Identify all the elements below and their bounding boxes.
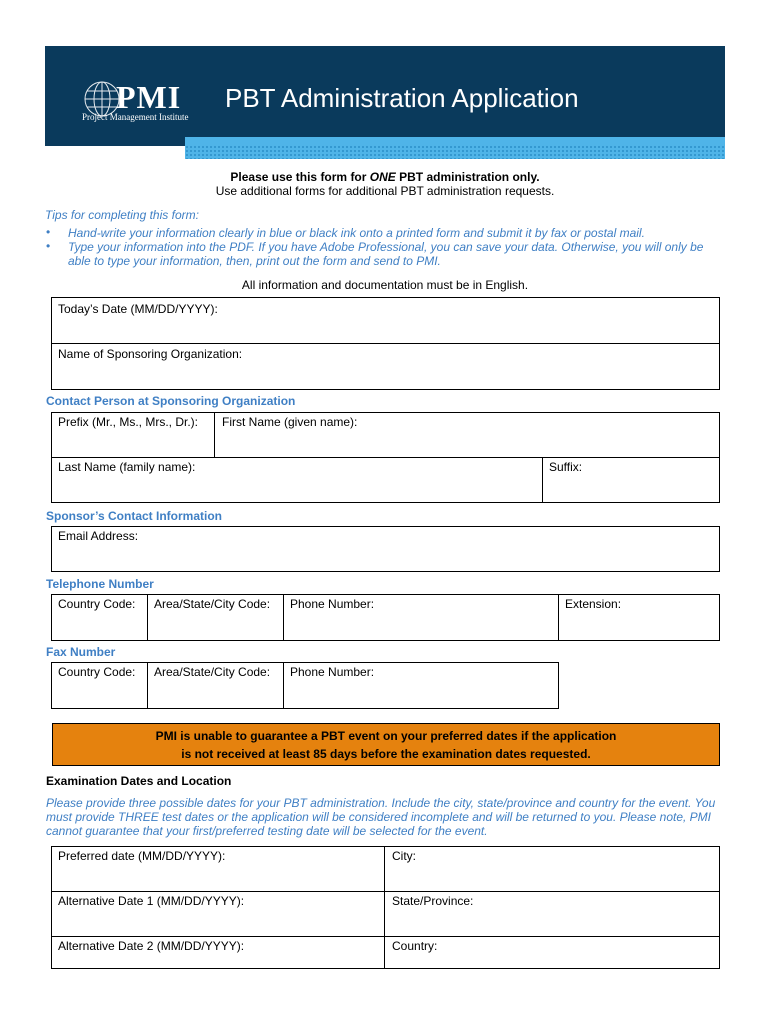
prefix-field[interactable]: Prefix (Mr., Ms., Mrs., Dr.):: [58, 415, 198, 429]
country-field[interactable]: Country:: [392, 939, 438, 953]
exam-section-title: Examination Dates and Location: [46, 774, 232, 788]
preferred-date-field[interactable]: Preferred date (MM/DD/YYYY):: [58, 849, 226, 863]
fax-area-code-field[interactable]: Area/State/City Code:: [154, 665, 271, 679]
notice-line-1: PMI is unable to guarantee a PBT event on your preferred dates if the application: [155, 729, 617, 743]
telephone-section-title: Telephone Number: [46, 577, 154, 591]
page-title: PBT Administration Application: [225, 83, 579, 113]
intro-line-2: Use additional forms for additional PBT administration requests.: [215, 184, 555, 198]
todays-date-field[interactable]: Today’s Date (MM/DD/YYYY):: [58, 302, 218, 316]
divider: [51, 891, 719, 892]
divider: [283, 594, 284, 640]
divider: [558, 594, 559, 640]
divider: [384, 846, 385, 968]
tips-title: Tips for completing this form:: [45, 208, 199, 222]
intro-line-1: Please use this form for ONE PBT administration only.: [230, 170, 540, 184]
divider: [147, 594, 148, 640]
tip-item: Type your information into the PDF. If you have Adobe Professional, you can save your data. Otherwise, you will only be able to type your information, then, print out the form and send to PMI.: [68, 240, 704, 268]
fax-section-title: Fax Number: [46, 645, 116, 659]
email-field[interactable]: Email Address:: [58, 529, 139, 543]
suffix-field[interactable]: Suffix:: [549, 460, 583, 474]
sponsoring-org-field[interactable]: Name of Sponsoring Organization:: [58, 347, 243, 361]
bullet-icon: •: [46, 225, 51, 239]
city-field[interactable]: City:: [392, 849, 416, 863]
divider: [51, 457, 719, 458]
first-name-field[interactable]: First Name (given name):: [222, 415, 358, 429]
divider: [214, 412, 215, 457]
banner-stripe-pattern: [185, 145, 725, 159]
alt-date-2-field[interactable]: Alternative Date 2 (MM/DD/YYYY):: [58, 939, 245, 953]
last-name-field[interactable]: Last Name (family name):: [58, 460, 196, 474]
fax-country-code-field[interactable]: Country Code:: [58, 665, 136, 679]
state-province-field[interactable]: State/Province:: [392, 894, 474, 908]
alt-date-1-field[interactable]: Alternative Date 1 (MM/DD/YYYY):: [58, 894, 245, 908]
english-note: All information and documentation must be in English.: [241, 278, 529, 292]
tip-item: Hand-write your information clearly in blue or black ink onto a printed form and submit it by fax or postal mail.: [68, 226, 645, 240]
bullet-icon: •: [46, 239, 51, 253]
pmi-logo: PMI: [116, 79, 182, 115]
email-box: [51, 526, 720, 572]
sponsor-contact-section-title: Sponsor’s Contact Information: [46, 509, 223, 523]
divider: [283, 662, 284, 708]
divider: [147, 662, 148, 708]
contact-section-title: Contact Person at Sponsoring Organization: [46, 394, 296, 408]
tel-extension-field[interactable]: Extension:: [565, 597, 622, 611]
tel-country-code-field[interactable]: Country Code:: [58, 597, 136, 611]
fax-phone-number-field[interactable]: Phone Number:: [290, 665, 375, 679]
tel-area-code-field[interactable]: Area/State/City Code:: [154, 597, 271, 611]
exam-description: Please provide three possible dates for your PBT administration. Include the city, state/province and country for the event. You must provide THREE test dates or the application will be considered incomplete and will be returned to you. Please note, PMI cannot guarantee that your first/preferred testing date will be selected for the event.: [46, 796, 716, 838]
divider: [51, 936, 719, 937]
deadline-notice: [52, 723, 720, 766]
tel-phone-number-field[interactable]: Phone Number:: [290, 597, 375, 611]
logo-subtitle: Project Management Institute: [82, 112, 189, 122]
divider: [51, 343, 719, 344]
notice-line-2: is not received at least 85 days before the examination dates requested.: [181, 747, 591, 761]
divider: [542, 457, 543, 502]
